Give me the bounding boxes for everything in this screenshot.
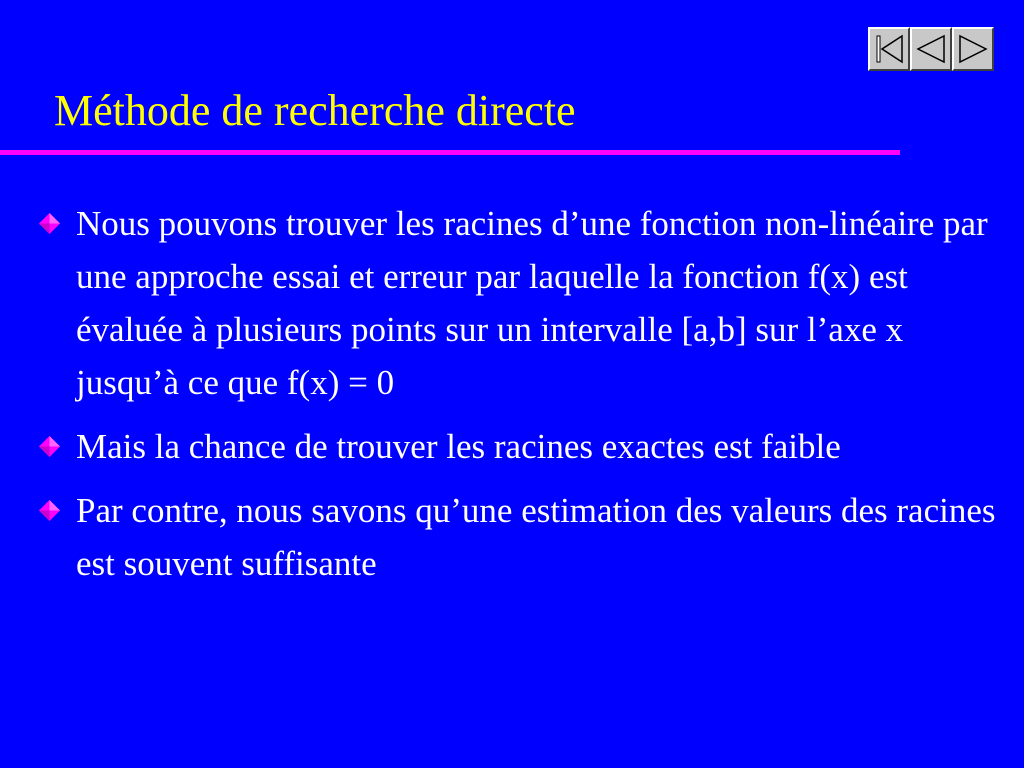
bullet-list [36,197,996,601]
diamond-bullet-icon [39,436,60,457]
first-slide-button[interactable] [868,27,910,71]
bullet-text: Mais la chance de trouver les racines exactes est faible [76,427,841,466]
bullet-item [36,197,996,409]
previous-slide-button[interactable] [910,27,952,71]
slide-title: Méthode de recherche directe [54,86,576,135]
diamond-bullet-icon [39,213,60,234]
next-slide-icon [956,32,990,66]
bullet-item [36,420,996,473]
diamond-bullet-icon [39,500,60,521]
next-slide-button[interactable] [952,27,994,71]
bullet-item [36,484,996,590]
title-divider [0,150,900,155]
bullet-text: Nous pouvons trouver les racines d’une fonction non-linéaire par une approche essai et erreur par laquelle la fonction f(x) est évaluée à plusieurs points sur un intervalle [a,b] sur l’axe x jusqu’à ce que f(x) = 0 [76,204,988,402]
bullet-text: Par contre, nous savons qu’une estimation des valeurs des racines est souvent suffisante [76,491,996,583]
previous-slide-icon [914,32,948,66]
first-slide-icon [872,32,906,66]
slide-navigation [868,27,994,71]
